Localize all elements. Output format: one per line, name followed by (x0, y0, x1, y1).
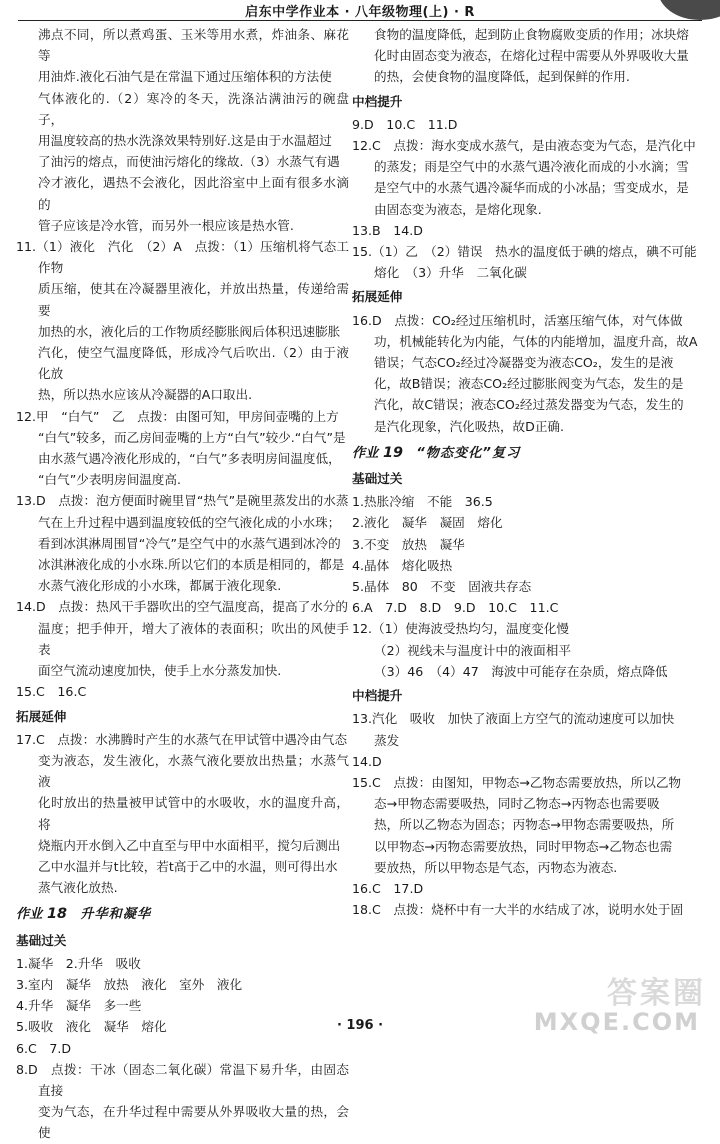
answer-line: 1.凝华 2.升华 吸收 (16, 955, 141, 971)
answer-line: 冷才液化，遇热不会液化，因此浴室中上面有很多水滴的 (38, 175, 349, 212)
page-number: · 196 · (336, 1018, 384, 1033)
answer-line: 温度；把手伸开，增大了液体的表面积；吹出的风使手表 (38, 620, 349, 657)
answer-line: 9.D 10.C 11.D (352, 116, 458, 132)
answer-line: 8.D 点拨：干冰（固态二氧化碳）常温下易升华，由固态直接 (16, 1061, 349, 1098)
section-heading: 基础过关 (352, 471, 403, 487)
answer-line: 用温度较高的热水洗涤效果特别好.这是由于水温超过 (38, 133, 332, 149)
answer-line: 13.D 点拨：泡方便面时碗里冒“热气”是碗里蒸发出的水蒸 (16, 493, 349, 509)
section-heading: 拓展延伸 (352, 289, 403, 305)
header-rule (18, 20, 702, 21)
answer-line: 错误；气态CO₂经过冷凝器变为液态CO₂，发生的是液 (374, 355, 674, 371)
answer-line: 化时由固态变为液态，在熔化过程中需要从外界吸收大量 (374, 48, 689, 64)
answer-line: 变为气态，在升华过程中需要从外界吸收大量的热，会使 (38, 1104, 349, 1141)
answer-line: 蒸发 (374, 732, 400, 748)
answer-line: 12.甲 “白气” 乙 点拨：由图可知，甲房间壶嘴的上方 (16, 408, 339, 424)
answer-line: 冰淇淋液化成的小水珠.所以它们的本质是相同的，都是 (38, 557, 345, 573)
answer-line: 化时放出的热量被甲试管中的水吸收，水的温度升高，将 (38, 795, 349, 832)
answer-line: 烧瓶内开水倒入乙中直至与甲中水面相平，搅匀后测出 (38, 837, 341, 853)
answer-line: 12.C 点拨：海水变成水蒸气，是由液态变为气态，是汽化中 (352, 138, 696, 154)
answer-line: 食物的温度降低，起到防止食物腐败变质的作用；冰块熔 (374, 27, 689, 42)
section-heading: 中档提升 (352, 93, 403, 109)
assignment-label: 作业 (352, 445, 379, 461)
answer-line: 由水蒸气遇冷液化形成的，“白气”多表明房间温度低， (38, 451, 341, 467)
assignment-number: 19 (382, 444, 403, 461)
answer-line: 变为液态，发生液化，水蒸气液化要放出热量；水蒸气液 (38, 752, 349, 790)
answer-line: 2.液化 凝华 凝固 熔化 (352, 515, 503, 531)
answer-line: 加热的水，液化后的工作物质经膨胀阀后体积迅速膨胀 (38, 323, 341, 339)
answer-line: 看到冰淇淋周围冒“冷气”是空气中的水蒸气遇到冰冷的 (38, 535, 341, 551)
answer-line: 汽化，使空气温度降低，形成冷气后吹出.（2）由于液化放 (38, 345, 349, 382)
answer-line: 面空气流动速度加快，使手上水分蒸发加快. (38, 663, 282, 679)
answer-line: 5.吸收 液化 凝华 熔化 (16, 1019, 167, 1035)
answer-line: 4.升华 凝华 多一些 (16, 998, 142, 1014)
answer-line: 11.（1）液化 汽化 （2）A 点拨：（1）压缩机将气态工作物 (16, 239, 349, 276)
left-column (16, 24, 349, 1144)
answer-line: 由固态变为液态，是熔化现象. (374, 201, 542, 217)
answer-line: 17.C 点拨：水沸腾时产生的水蒸气在甲试管中遇冷由气态 (16, 731, 348, 747)
answer-line: 3.不变 放热 凝华 (352, 536, 465, 552)
section-heading: 拓展延伸 (16, 708, 67, 724)
answer-line: 态→甲物态需要吸热，同时乙物态→丙物态也需要吸 (374, 796, 660, 812)
answer-line: 要放热，所以甲物态是气态，丙物态为液态. (374, 859, 618, 875)
answer-line: 用油炸.液化石油气是在常温下通过压缩体积的方法使 (38, 69, 332, 85)
answer-line: 16.C 17.D (352, 880, 424, 896)
answer-line: 12.（1）使海波受热均匀，温度变化慢 (352, 621, 569, 637)
section-heading: 基础过关 (16, 932, 67, 948)
assignment-title: 升华和凝华 (80, 907, 152, 923)
answer-line: 1.热胀冷缩 不能 36.5 (352, 494, 493, 510)
answer-line: 功，机械能转化为内能，气体的内能增加，温度升高，故A (374, 333, 698, 349)
answer-line: 6.C 7.D (16, 1040, 72, 1056)
answer-line: 热，所以热水应该从冷凝器的A口取出. (38, 387, 253, 403)
answer-line: 15.C 16.C (16, 684, 87, 700)
answer-line: 的蒸发；雨是空气中的水蒸气遇冷液化而成的小水滴；雪 (374, 159, 689, 175)
answer-line: 6.A 7.D 8.D 9.D 10.C 11.C (352, 600, 559, 616)
answer-line: 气体液化的.（2）寒冷的冬天，洗涤沾满油污的碗盘子， (38, 90, 349, 127)
answer-line: 化，故B错误；液态CO₂经过膨胀阀变为气态，发生的是 (374, 376, 684, 392)
answer-line: 气在上升过程中遇到温度较低的空气液化成的小水珠； (38, 514, 341, 530)
header-title: 启东中学作业本 · 八年级物理(上) · R (245, 5, 475, 20)
assignment-heading (16, 904, 349, 925)
watermark-text: 答案圈 (607, 976, 706, 1011)
answer-line: 蒸气液化放热. (38, 880, 118, 896)
answer-line: 13.汽化 吸收 加快了液面上方空气的流动速度可以加快 (352, 711, 675, 727)
answer-line: 是空气中的水蒸气遇冷凝华而成的小冰晶；雪变成水，是 (374, 180, 689, 196)
answer-line: 的热，会使食物的温度降低，起到保鲜的作用. (374, 69, 630, 85)
assignment-heading (352, 443, 700, 464)
answer-line: 热，所以乙物态为固态；丙物态→甲物态需要吸热，所 (374, 817, 675, 833)
watermark-logo (496, 968, 706, 1036)
assignment-label: 作业 (16, 907, 43, 923)
watermark-url: MXQE.COM (533, 1008, 700, 1036)
answer-line: 乙中水温并与t比较，若t高于乙中的水温，则可得出水 (38, 858, 338, 874)
answer-line: （3）46 （4）47 海波中可能存在杂质，熔点降低 (374, 663, 668, 679)
answer-line: 14.D 点拨：热风干手器吹出的空气温度高，提高了水分的 (16, 599, 348, 615)
assignment-number: 18 (46, 906, 67, 923)
answer-line: 16.D 点拨：CO₂经过压缩机时，活塞压缩气体，对气体做 (352, 312, 683, 328)
answer-line: 以甲物态→丙物态需要放热，同时甲物态→乙物态也需 (374, 838, 673, 854)
answer-line: “白气”较多，而乙房间壶嘴的上方“白气”较少.“白气”是 (38, 429, 346, 445)
answer-line: 15.C 点拨：由图知，甲物态→乙物态需要放热，所以乙物 (352, 774, 682, 790)
assignment-title: “物态变化”复习 (416, 445, 521, 461)
answer-line: 5.晶体 80 不变 固液共存态 (352, 579, 532, 595)
answer-line: 了油污的熔点，而使油污熔化的缘故.（3）水蒸气有遇 (38, 154, 340, 170)
section-heading: 中档提升 (352, 688, 403, 704)
answer-line: “白气”少表明房间温度高. (38, 472, 181, 488)
answer-line: 质压缩，使其在冷凝器里液化，并放出热量，传递给需要 (38, 281, 349, 318)
answer-line: （2）视线未与温度计中的液面相平 (374, 642, 571, 658)
answer-line: 4.晶体 熔化吸热 (352, 557, 453, 573)
right-column (352, 24, 700, 920)
answer-line: 13.B 14.D (352, 222, 423, 238)
answer-line: 3.室内 凝华 放热 液化 室外 液化 (16, 976, 243, 992)
answer-line: 14.D (352, 753, 382, 769)
answer-line: 熔化 （3）升华 二氧化碳 (374, 265, 527, 281)
answer-line: 水蒸气液化形成的小水珠，都属于液化现象. (38, 578, 282, 594)
page-header (0, 0, 720, 20)
answer-line: 18.C 点拨：烧杯中有一大半的水结成了冰，说明水处于固 (352, 902, 684, 918)
answer-line: 15.（1）乙 （2）错误 热水的温度低于碘的熔点，碘不可能 (352, 244, 697, 260)
answer-line: 沸点不同，所以煮鸡蛋、玉米等用水煮，炸油条、麻花等 (38, 27, 349, 64)
answer-line: 是汽化现象，汽化吸热，故D正确. (374, 418, 565, 434)
answer-line: 汽化，故C错误；液态CO₂经过蒸发器变为气态，发生的 (374, 397, 684, 413)
answer-line: 管子应该是冷水管，而另外一根应该是热水管. (38, 217, 294, 233)
